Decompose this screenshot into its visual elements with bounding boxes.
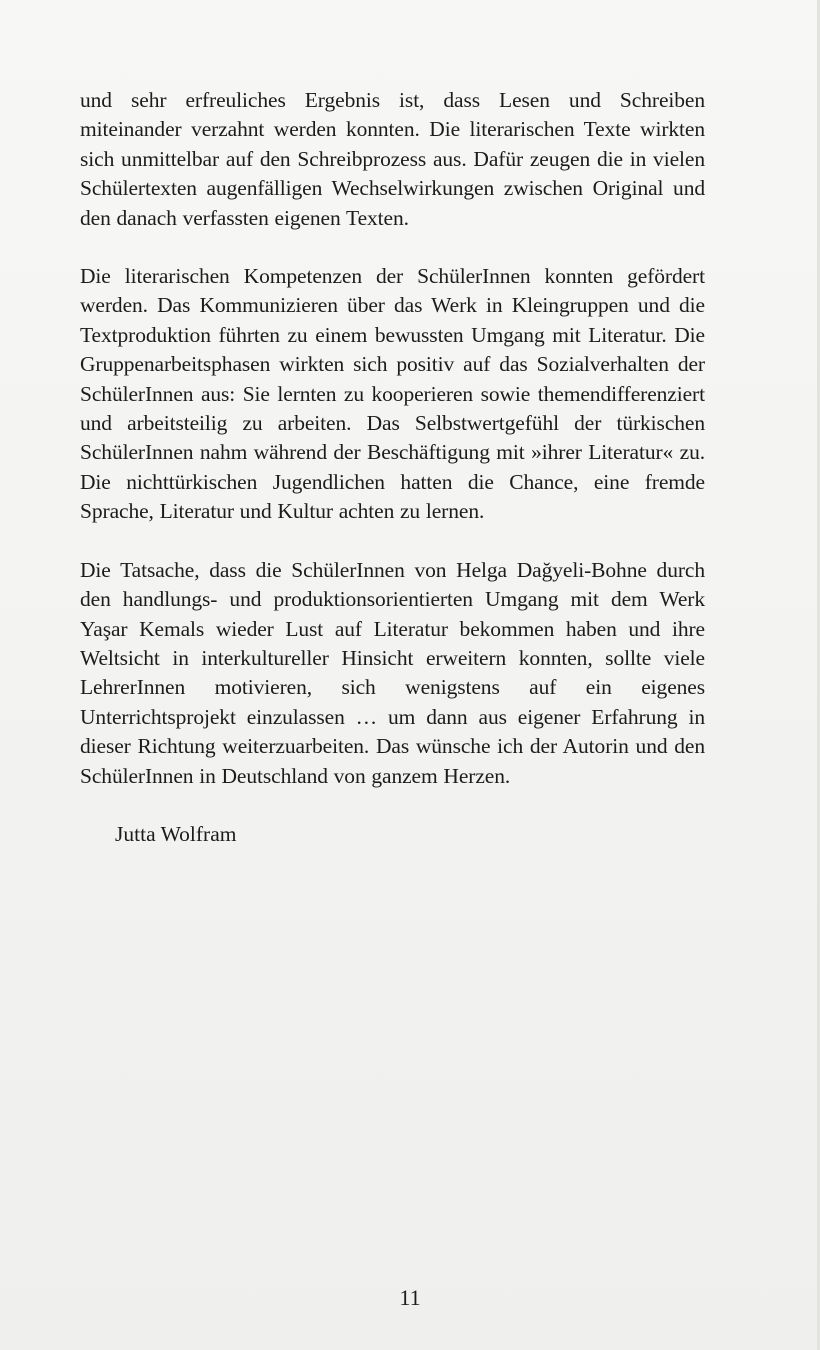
body-text (80, 86, 705, 849)
page-number: 11 (399, 1285, 421, 1310)
paragraph-1: und sehr erfreuliches Ergebnis ist, dass Lesen und Schreiben miteinander verzahnt werden konnten. Die literarischen Texte wirkten sich unmittelbar auf den Schreibprozess aus. Dafür zeugen die in vielen Schülertexten augenfälligen Wechselwirkungen zwischen Original und den danach verfassten eigenen Texten. (80, 88, 705, 230)
author-signature: Jutta Wolfram (115, 821, 237, 846)
paragraph-2: Die literarischen Kompetenzen der SchülerInnen konnten gefördert werden. Das Kommunizieren über das Werk in Kleingruppen und die Textproduktion führten zu einem bewussten Umgang mit Literatur. Die Gruppenarbeitsphasen wirkten sich positiv auf das Sozialverhalten der SchülerInnen aus: Sie lernten zu kooperieren sowie themendifferenziert und arbeitsteilig zu arbeiten. Das Selbstwertgefühl der türkischen SchülerInnen nahm während der Beschäftigung mit »ihrer Literatur« zu. Die nichttürkischen Jugendlichen hatten die Chance, eine fremde Sprache, Literatur und Kultur achten zu lernen. (80, 264, 705, 524)
paragraph-3: Die Tatsache, dass die SchülerInnen von Helga Dağyeli-Bohne durch den handlungs- und produktionsorientierten Umgang mit dem Werk Yaşar Kemals wieder Lust auf Literatur bekommen haben und ihre Weltsicht in interkultureller Hinsicht erweitern konnten, sollte viele LehrerInnen motivieren, sich wenigstens auf ein eigenes Unterrichtsprojekt einzulassen … um dann aus eigener Erfahrung in dieser Richtung weiterzuarbeiten. Das wünsche ich der Autorin und den SchülerInnen in Deutschland von ganzem Herzen. (80, 557, 705, 788)
